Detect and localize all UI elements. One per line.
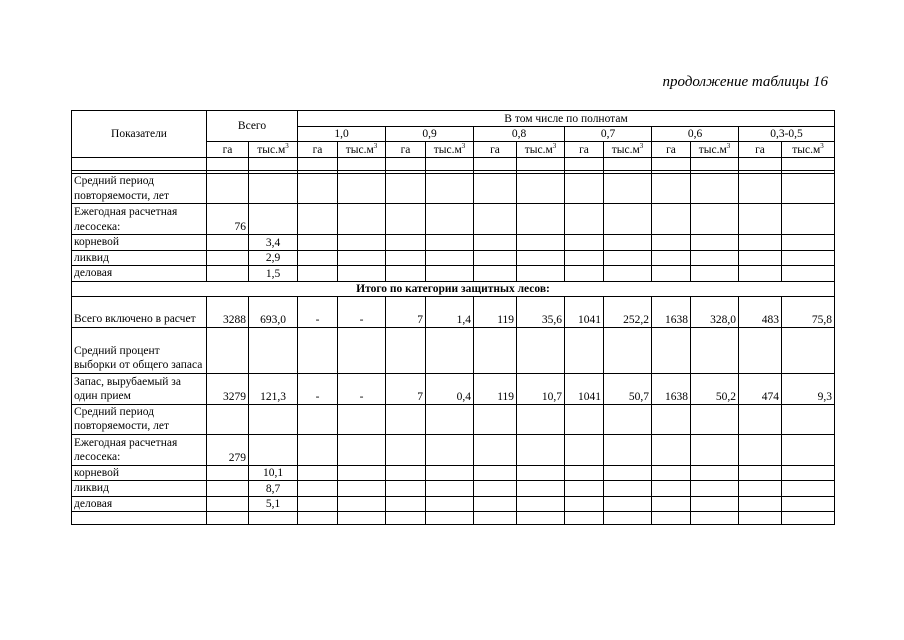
cell-value [386,250,426,266]
cell-value [426,465,474,481]
cell-value [782,496,835,512]
cell-value [298,266,338,282]
cell-value [207,404,249,434]
cell-value [565,465,604,481]
table-row [72,250,835,266]
cell-value [782,404,835,434]
unit-m3-exponent: 3 [461,141,466,150]
cell-value [426,496,474,512]
table-row [72,404,835,434]
cell-value [474,465,517,481]
cell-value [338,250,386,266]
cell-value [565,327,604,373]
cell-value [298,250,338,266]
cell-value [652,266,691,282]
header-unit-m3 [426,142,474,158]
cell-value [338,266,386,282]
cell-value [565,481,604,497]
cell-value [338,465,386,481]
cell-value [691,465,739,481]
cell-value: 75,8 [782,296,835,327]
cell-value: 1041 [565,296,604,327]
unit-m3-exponent: 3 [552,141,557,150]
cell-value [338,327,386,373]
unit-m3-exponent: 3 [820,141,824,150]
cell-value [652,174,691,204]
cell-value: 121,3 [249,373,298,404]
table-row [72,465,835,481]
row-label: Запас, вырубаемый за один прием [72,373,207,404]
cell-value [604,204,652,235]
cell-value [338,404,386,434]
cell-value [604,235,652,251]
cell-value [517,174,565,204]
cell-value: 1041 [565,373,604,404]
cell-value: 35,6 [517,296,565,327]
cell-value [565,250,604,266]
cell-value [386,465,426,481]
header-density: 0,9 [386,127,474,142]
cell-value [691,250,739,266]
cell-value [565,174,604,204]
cell-value [691,204,739,235]
unit-m3-base: тыс.м [345,143,374,156]
cell-value [474,266,517,282]
row-label: Ежегодная расчетная лесосека: [72,434,207,465]
cell-value [249,404,298,434]
cell-value [338,174,386,204]
unit-m3-base: тыс.м [611,143,640,156]
row-label: Средний процент выборки от общего запаса [72,327,207,373]
row-label: Средний период повторяемости, лет [72,404,207,434]
header-unit-ha: га [386,142,426,158]
cell-value [298,174,338,204]
cell-value [782,481,835,497]
cell-value: 3,4 [249,235,298,251]
cell-value [298,465,338,481]
header-unit-ha: га [652,142,691,158]
cell-value [517,465,565,481]
cell-value [565,235,604,251]
cell-value [249,434,298,465]
table-row [72,481,835,497]
cell-value [474,174,517,204]
header-group: В том числе по полнотам [298,111,835,127]
cell-value [565,404,604,434]
table-row [72,434,835,465]
unit-m3-base: тыс.м [792,143,821,156]
header-unit-ha: га [207,142,249,158]
table-row [72,174,835,204]
cell-value: 483 [739,296,782,327]
cell-value [426,404,474,434]
header-unit-m3 [782,142,835,158]
cell-value: - [298,296,338,327]
cell-value [386,496,426,512]
cell-value [386,174,426,204]
cell-value: 119 [474,373,517,404]
cell-value [652,465,691,481]
cell-value [604,327,652,373]
cell-value: 50,2 [691,373,739,404]
cell-value [474,481,517,497]
cell-value [517,481,565,497]
cell-value: 7 [386,296,426,327]
header-unit-m3 [604,142,652,158]
row-label: ликвид [72,250,207,266]
cell-value [207,496,249,512]
cell-value [604,250,652,266]
unit-m3-base: тыс.м [257,143,286,156]
cell-value: 693,0 [249,296,298,327]
row-label: Всего включено в расчет [72,296,207,327]
header-unit-m3 [338,142,386,158]
cell-value: 7 [386,373,426,404]
unit-m3-exponent: 3 [285,141,289,150]
cell-value [426,327,474,373]
cell-value [474,496,517,512]
section-row [72,281,835,296]
cell-value [604,174,652,204]
cell-value [739,235,782,251]
cell-value [207,174,249,204]
cell-value [426,434,474,465]
cell-value [782,235,835,251]
cell-value [691,481,739,497]
cell-value [207,235,249,251]
cell-value: 119 [474,296,517,327]
unit-m3-exponent: 3 [639,141,644,150]
cell-value [565,434,604,465]
cell-value [386,327,426,373]
header-unit-ha: га [298,142,338,158]
cell-value: 1638 [652,296,691,327]
cell-value [739,496,782,512]
table-row [72,327,835,373]
cell-value [426,204,474,235]
cell-value [691,266,739,282]
row-label: корневой [72,235,207,251]
cell-value [782,250,835,266]
unit-m3-base: тыс.м [698,143,727,156]
cell-value: - [338,296,386,327]
table-caption: продолжение таблицы 16 [662,74,828,90]
cell-value [298,434,338,465]
header-unit-ha: га [739,142,782,158]
cell-value: - [338,373,386,404]
cell-value [338,481,386,497]
cell-value [386,204,426,235]
cell-value [565,204,604,235]
table-row [72,235,835,251]
cell-value: 3279 [207,373,249,404]
cell-value [604,481,652,497]
cell-value [652,496,691,512]
cell-value [474,250,517,266]
cell-value: 279 [207,434,249,465]
cell-value [207,327,249,373]
cell-value [739,404,782,434]
cell-value [207,465,249,481]
cell-value: 2,9 [249,250,298,266]
cell-value [249,327,298,373]
cell-value: 0,4 [426,373,474,404]
cell-value [338,204,386,235]
cell-value [782,465,835,481]
header-density: 1,0 [298,127,386,142]
cell-value: 3288 [207,296,249,327]
cell-value: 8,7 [249,481,298,497]
cell-value [426,481,474,497]
spacer-row [72,512,835,525]
header-unit-m3 [691,142,739,158]
cell-value [691,174,739,204]
cell-value [691,327,739,373]
section-title: Итого по категории защитных лесов: [72,281,835,296]
table-row [72,266,835,282]
header-unit-ha: га [565,142,604,158]
cell-value [298,496,338,512]
cell-value [739,266,782,282]
cell-value [386,481,426,497]
cell-value [298,327,338,373]
header-unit-ha: га [474,142,517,158]
header-density: 0,7 [565,127,652,142]
cell-value: - [298,373,338,404]
cell-value: 10,7 [517,373,565,404]
table-row [72,496,835,512]
table-row [72,296,835,327]
cell-value [474,204,517,235]
row-label: Средний период повторяемости, лет [72,174,207,204]
row-label: деловая [72,496,207,512]
cell-value [739,465,782,481]
cell-value [298,235,338,251]
cell-value [207,481,249,497]
cell-value [652,404,691,434]
cell-value [207,266,249,282]
header-total: Всего [207,111,298,142]
cell-value [517,266,565,282]
spacer-row [72,158,835,171]
cell-value [298,204,338,235]
header-density: 0,3-0,5 [739,127,835,142]
row-label: ликвид [72,481,207,497]
cell-value [517,404,565,434]
cell-value [691,235,739,251]
cell-value [207,250,249,266]
cell-value [739,204,782,235]
cell-value [386,404,426,434]
unit-m3-base: тыс.м [433,143,462,156]
cell-value [386,235,426,251]
cell-value [604,465,652,481]
cell-value [739,250,782,266]
cell-value [604,266,652,282]
cell-value [604,496,652,512]
cell-value: 1,5 [249,266,298,282]
unit-m3-exponent: 3 [726,141,731,150]
cell-value [517,434,565,465]
cell-value [517,496,565,512]
cell-value [426,235,474,251]
cell-value [782,434,835,465]
cell-value [782,266,835,282]
cell-value: 328,0 [691,296,739,327]
cell-value [249,174,298,204]
cell-value: 1638 [652,373,691,404]
cell-value: 252,2 [604,296,652,327]
cell-value [652,327,691,373]
cell-value [691,434,739,465]
cell-value [652,235,691,251]
cell-value [652,434,691,465]
forest-table [71,110,835,525]
cell-value [474,434,517,465]
row-label: Ежегодная расчетная лесосека: [72,204,207,235]
cell-value [782,204,835,235]
cell-value [517,327,565,373]
cell-value [565,266,604,282]
cell-value [782,327,835,373]
table-row [72,204,835,235]
cell-value [426,174,474,204]
cell-value [517,235,565,251]
cell-value [298,481,338,497]
header-unit-m3 [517,142,565,158]
unit-m3-base: тыс.м [524,143,553,156]
cell-value [652,204,691,235]
cell-value [249,204,298,235]
cell-value [604,404,652,434]
cell-value [739,481,782,497]
header-density: 0,6 [652,127,739,142]
cell-value: 1,4 [426,296,474,327]
cell-value [565,496,604,512]
header-density: 0,8 [474,127,565,142]
cell-value [604,434,652,465]
cell-value [782,174,835,204]
cell-value [338,235,386,251]
cell-value [426,250,474,266]
cell-value: 474 [739,373,782,404]
cell-value [739,327,782,373]
header-unit-m3 [249,142,298,158]
cell-value: 10,1 [249,465,298,481]
header-indicator: Показатели [72,111,207,158]
row-label: деловая [72,266,207,282]
cell-value [517,250,565,266]
cell-value: 50,7 [604,373,652,404]
cell-value [517,204,565,235]
cell-value [739,174,782,204]
cell-value [474,235,517,251]
cell-value: 5,1 [249,496,298,512]
cell-value [386,434,426,465]
cell-value [338,434,386,465]
table-row [72,373,835,404]
cell-value [474,327,517,373]
cell-value [691,404,739,434]
cell-value [386,266,426,282]
cell-value [652,250,691,266]
cell-value [338,496,386,512]
cell-value [426,266,474,282]
unit-m3-exponent: 3 [373,141,378,150]
cell-value [739,434,782,465]
cell-value [474,404,517,434]
row-label: корневой [72,465,207,481]
cell-value: 76 [207,204,249,235]
cell-value: 9,3 [782,373,835,404]
cell-value [298,404,338,434]
cell-value [691,496,739,512]
cell-value [652,481,691,497]
